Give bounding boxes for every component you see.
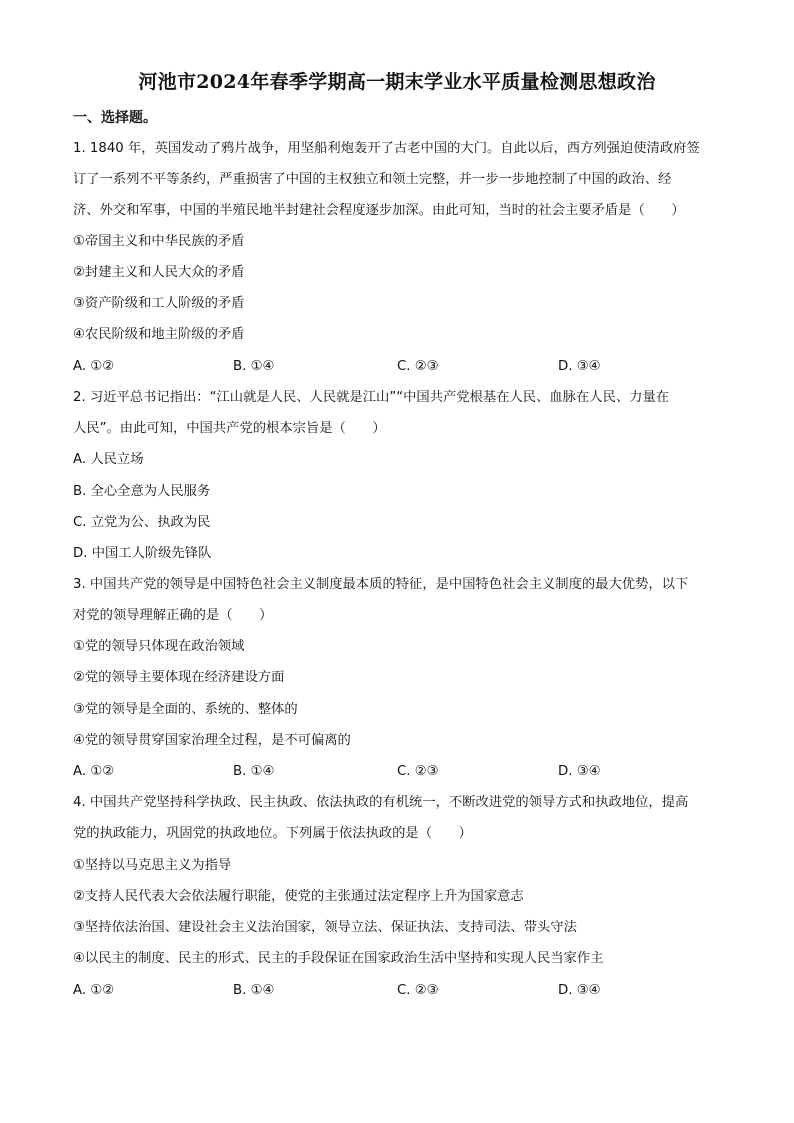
question-2-stem-line-2: 人民”。由此可知，中国共产党的根本宗旨是（ ） xyxy=(73,421,386,436)
question-1-statement-2: ②封建主义和人民大众的矛盾 xyxy=(73,265,245,280)
question-3-statement-3: ③党的领导是全面的、系统的、整体的 xyxy=(73,702,298,717)
question-3-stem-line-1: 3. 中国共产党的领导是中国特色社会主义制度最本质的特征，是中国特色社会主义制度的最大优势，以下 xyxy=(73,577,689,592)
question-4-choice-b: B. ①④ xyxy=(233,983,275,998)
question-2-option-b: B. 全心全意为人民服务 xyxy=(73,484,211,499)
question-1-choice-d: D. ③④ xyxy=(558,359,601,374)
question-2-option-c: C. 立党为公、执政为民 xyxy=(73,515,211,530)
question-4-choice-c: C. ②③ xyxy=(397,983,439,998)
question-1-stem-line-1: 1. 1840 年，英国发动了鸦片战争，用坚船利炮轰开了古老中国的大门。自此以后，西方列强迫使清政府签 xyxy=(73,141,700,156)
question-3-statement-2: ②党的领导主要体现在经济建设方面 xyxy=(73,670,285,685)
question-1-choice-b: B. ①④ xyxy=(233,359,275,374)
question-3-choice-a: A. ①② xyxy=(73,764,115,779)
question-3-statement-1: ①党的领导只体现在政治领域 xyxy=(73,639,245,654)
question-1-stem-line-2: 订了一系列不平等条约，严重损害了中国的主权独立和领土完整，并一步一步地控制了中国的政治、经 xyxy=(73,172,672,187)
question-1-choice-c: C. ②③ xyxy=(397,359,439,374)
question-4-stem-line-2: 党的执政能力，巩固党的执政地位。下列属于依法执政的是（ ） xyxy=(73,826,472,841)
page-title: 河池市2024年春季学期高一期末学业水平质量检测思想政治 xyxy=(138,71,656,93)
question-3-choice-b: B. ①④ xyxy=(233,764,275,779)
question-1-statement-1: ①帝国主义和中华民族的矛盾 xyxy=(73,234,245,249)
question-1-statement-3: ③资产阶级和工人阶级的矛盾 xyxy=(73,296,245,311)
question-1-stem-line-3: 济、外交和军事，中国的半殖民地半封建社会程度逐步加深。由此可知，当时的社会主要矛盾是（ ） xyxy=(73,203,685,218)
question-3-statement-4: ④党的领导贯穿国家治理全过程，是不可偏离的 xyxy=(73,733,351,748)
question-4-statement-3: ③坚持依法治国、建设社会主义法治国家，领导立法、保证执法、支持司法、带头守法 xyxy=(73,920,577,935)
question-4-statement-4: ④以民主的制度、民主的形式、民主的手段保证在国家政治生活中坚持和实现人民当家作主 xyxy=(73,951,604,966)
question-4-stem-line-1: 4. 中国共产党坚持科学执政、民主执政、依法执政的有机统一，不断改进党的领导方式和执政地位，提高 xyxy=(73,795,689,810)
question-1-statement-4: ④农民阶级和地主阶级的矛盾 xyxy=(73,327,245,342)
question-4-statement-1: ①坚持以马克思主义为指导 xyxy=(73,858,232,873)
question-4-statement-2: ②支持人民代表大会依法履行职能，使党的主张通过法定程序上升为国家意志 xyxy=(73,889,524,904)
question-4-choice-a: A. ①② xyxy=(73,983,115,998)
question-2-option-d: D. 中国工人阶级先锋队 xyxy=(73,546,212,561)
question-3-choice-c: C. ②③ xyxy=(397,764,439,779)
question-4-choice-d: D. ③④ xyxy=(558,983,601,998)
question-3-stem-line-2: 对党的领导理解正确的是（ ） xyxy=(73,608,273,623)
question-2-option-a: A. 人民立场 xyxy=(73,452,144,467)
question-3-choice-d: D. ③④ xyxy=(558,764,601,779)
section-heading: 一、选择题。 xyxy=(73,110,157,126)
question-1-choice-a: A. ①② xyxy=(73,359,115,374)
question-2-stem-line-1: 2. 习近平总书记指出：“江山就是人民、人民就是江山”“中国共产党根基在人民、血脉在人民、力量在 xyxy=(73,390,670,405)
